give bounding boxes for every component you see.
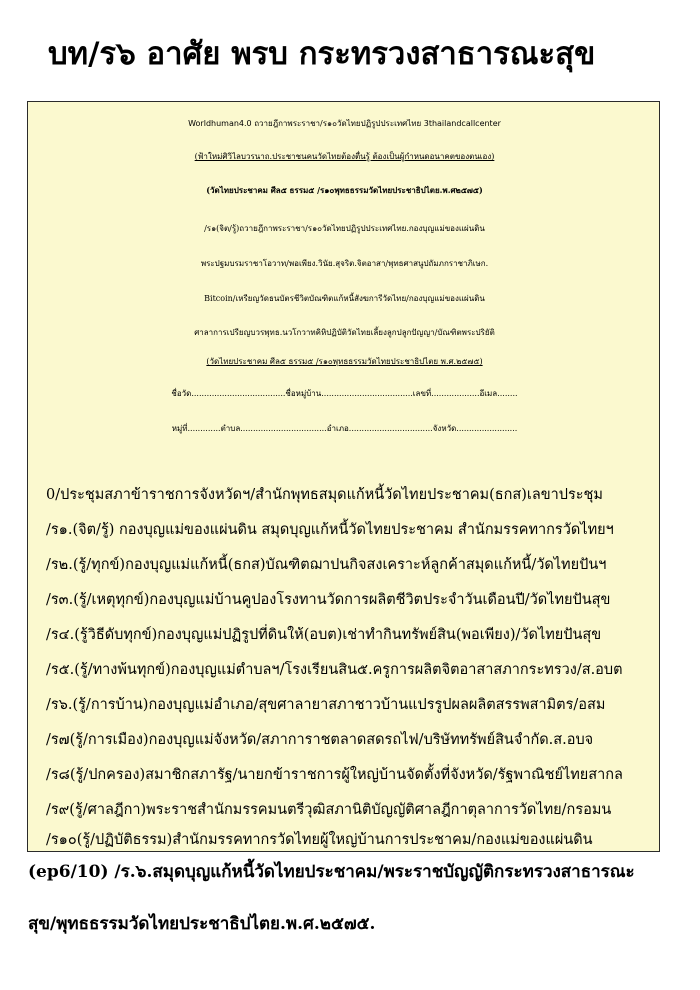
page-title: บท/ร๖ อาศัย พรบ กระทรวงสาธารณะสุข (48, 36, 596, 72)
header-line-2: (ฟ้าใหม่ศิวิไลบวรนาถ.ประชาชนคนวัดไทยต้องตื่นรู้ ต้องเป็นผู้กำหนดอนาคตของตนเอง) (194, 152, 495, 161)
header-line-8: (วัดไทยประชาคม ศีล๕ ธรรม๕ /ร๑๐พุทธธรรมวัดไทยประชาธิปไตย พ.ศ.๒๕๗๕) (206, 357, 483, 366)
list-item-9: /ร๙(รู้/ศาลฎีกา)พระราชสำนักมรรคมนตรีวุฒิสภานิติบัญญัติศาลฎีกาตุลาการวัดไทย/กรอมน (46, 802, 612, 818)
header-line-7: ศาลาการเปรียญบวรพุทธ.นวโกวาทคิหิปฏิบัติวัดไทยเลี้ยงลูกปลูกปัญญา/บัณฑิตพระปริยัติ (194, 328, 495, 337)
header-line-5: พระปฐมบรมราชาโอวาท/พอเพียง.วินัย.สุจริต.จิตอาสา/พุทธศาสนูปถัมภกราชาภิเษก. (200, 259, 489, 268)
list-item-7: /ร๗(รู้/การเมือง)กองบุญแม่จังหวัด/สภาการาชตลาดสดรถไฟ/บริษัททรัพย์สินจำกัด.ส.อบจ (46, 732, 594, 748)
form-line-2: หมู่ที่.............ตำบล..................................อำเภอ.................................จังหวัด........................ (171, 424, 518, 433)
list-item-4: /ร๔.(รู้วิธีดับทุกข์)กองบุญแม่ปฏิรูปที่ดินให้(อบต)เช่าทำกินทรัพย์สิน(พอเพียง)/วัดไทยปันสุข (46, 627, 602, 643)
footer-line-1: (ep6/10) /ร.๖.สมุดบุญแก้หนี้วัดไทยประชาคม/พระราชบัญญัติกระทรวงสาธารณะ (28, 862, 635, 882)
list-item-1: /ร๑.(จิต/รู้) กองบุญแม่ของแผ่นดิน สมุดบุญแก้หนี้วัดไทยประชาคม สำนักมรรคทากรวัดไทยฯ (46, 522, 614, 538)
header-line-6: Bitcoin/เหรียญวัดธนบัตรชีวิตบัณฑิตแก้หนี้สังฆการีวัดไทย/กองบุญแม่ของแผ่นดิน (204, 294, 485, 303)
header-line-4: /ร๑(จิต/รู้)ถวายฎีกาพระราชา/ร๑๐วัดไทยปฏิรูปประเทศไทย.กองบุญแม่ของแผ่นดิน (204, 224, 485, 233)
list-item-10: /ร๑๐(รู้/ปฏิบัติธรรม)สำนักมรรคทากรวัดไทยผู้ใหญ่บ้านการประชาคม/กองแม่ของแผ่นดิน (46, 832, 593, 848)
list-item-8: /ร๘(รู้/ปกครอง)สมาชิกสภารัฐ/นายกข้าราชการผู้ใหญ่บ้านจัดตั้งที่จังหวัด/รัฐพาณิชย์ไทยสากล (46, 767, 623, 783)
list-item-6: /ร๖.(รู้/การบ้าน)กองบุญแม่อำเภอ/สุขศาลายาสภาชาวบ้านแปรรูปผลผลิตสรรพสามิตร/อสม (46, 697, 606, 713)
header-line-3: (วัดไทยประชาคม ศีล๕ ธรรม๕ /ร๑๐พุทธธรรมวัดไทยประชาธิปไตย.พ.ศ๒๕๗๕) (206, 185, 483, 195)
header-line-1: Worldhuman4.0 ถวายฎีกาพระราชา/ร๑๐วัดไทยปฏิรูปประเทศไทย 3thailandcallcenter (188, 119, 501, 128)
form-line-1: ชื่อวัด.....................................ชื่อหมู่บ้าน....................................เลขที่...................อีเมล........ (171, 389, 518, 398)
content-box (27, 101, 660, 852)
list-item-2: /ร๒.(รู้/ทุกข์)กองบุญแม่แก้หนี้(ธกส)บัณฑิตฌาปนกิจสงเคราะห์ลูกค้าสมุดแก้หนี้/วัดไทยปันฯ (46, 557, 607, 573)
footer-line-2: สุข/พุทธธรรมวัดไทยประชาธิปไตย.พ.ศ.๒๕๗๕. (28, 914, 376, 934)
list-item-5: /ร๕.(รู้/ทางพ้นทุกข์)กองบุญแม่ตำบลฯ/โรงเรียนสิน๕.ครูการผลิตจิตอาสาสภากระทรวง/ส.อบต (46, 662, 623, 678)
list-item-0: 0/ประชุมสภาข้าราชการจังหวัดฯ/สำนักพุทธสมุดแก้หนี้วัดไทยประชาคม(ธกส)เลขาประชุม (46, 487, 603, 503)
list-item-3: /ร๓.(รู้/เหตุทุกข์)กองบุญแม่บ้านคูปองโรงทานวัดการผลิตชีวิตประจำวันเดือนปี/วัดไทยปันสุข (46, 592, 611, 608)
